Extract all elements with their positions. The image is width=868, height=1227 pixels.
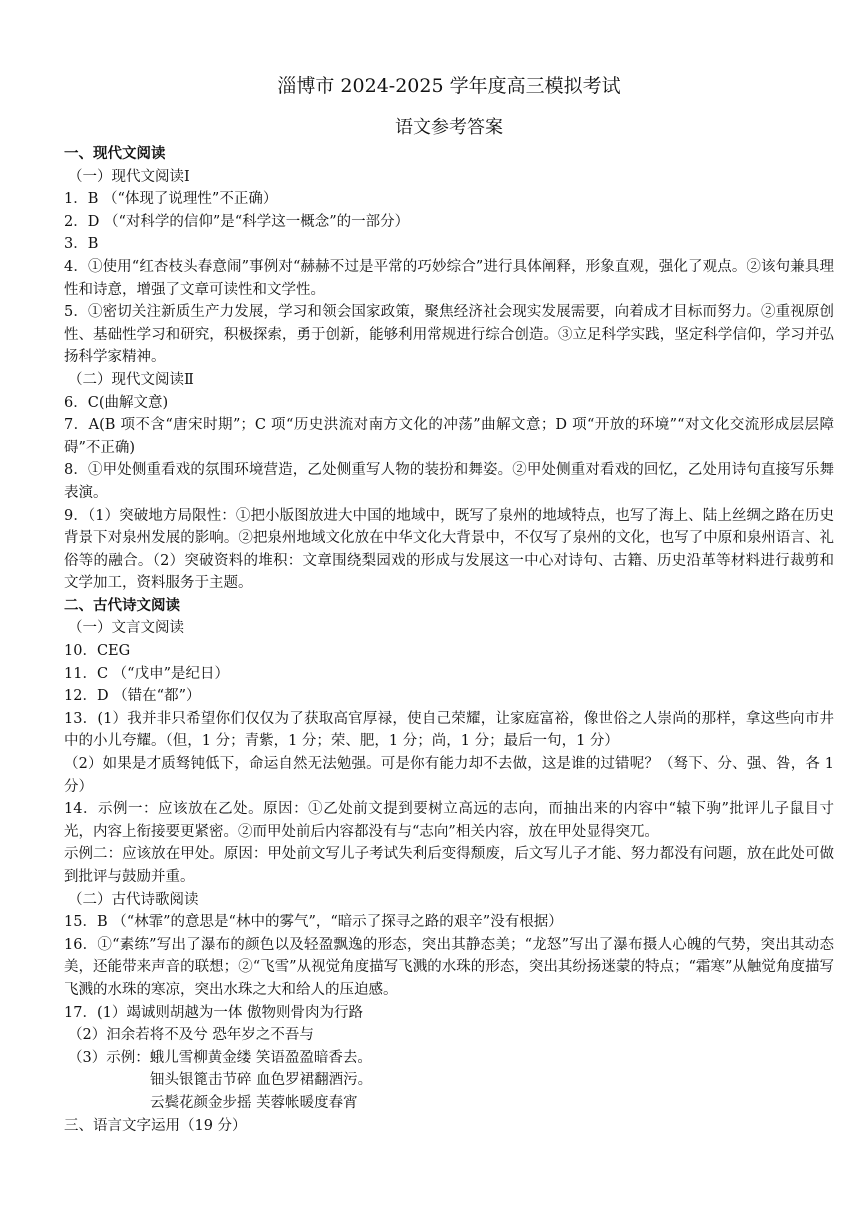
answer-17-part-3-line-2: 钿头银篦击节碎 血色罗裙翻酒污。 (150, 1072, 373, 1089)
answer-9: 9．（1）突破地方局限性：①把小版图放进大中国的地域中，既写了泉州的地域特点，也写了海上、陆上丝绸之路在历史背景下对泉州发展的影响。②把泉州地域文化放在中华文化大背景中，不仅写了泉州的文化，也写了中原和泉州语言、礼俗等的融合。（2）突破资料的堆积：文章围绕梨园戏的形成与发展这一中心对诗句、古籍、历史沿革等材料进行裁剪和文学加工，资料服务于主题。 (64, 507, 834, 592)
section-heading-modern-reading: 一、现代文阅读 (64, 145, 166, 162)
subsection-heading-modern-reading-1: （一）现代文阅读Ⅰ (68, 168, 190, 185)
answer-14-example-2: 示例二：应该放在甲处。原因：甲处前文写儿子考试失利后变得颓废，后文写儿子才能、努力都没有问题，放在此处可做到批评与鼓励并重。 (64, 846, 834, 885)
document-title: 淄博市 2024-2025 学年度高三模拟考试 (277, 75, 621, 97)
subsection-heading-modern-reading-2: （二）现代文阅读Ⅱ (68, 371, 194, 388)
subsection-heading-classical-prose: （一）文言文阅读 (68, 620, 184, 637)
answer-13-part-2: （2）如果是才质驽钝低下，命运自然无法勉强。可是你有能力却不去做，这是谁的过错呢？（驽下、分、强、咎，各 1 分） (64, 756, 834, 795)
answer-3: 3．B (64, 236, 99, 253)
answer-17-part-3-line-1: （3）示例：蛾儿雪柳黄金缕 笑语盈盈暗香去。 (68, 1049, 372, 1066)
answer-17-part-1: 17．(1）竭诚则胡越为一体 傲物则骨肉为行路 (64, 1004, 363, 1021)
answer-11: 11．C （“戊申”是纪日） (64, 665, 229, 682)
answer-4: 4．①使用“红杏枝头春意闹”事例对“赫赫不过是平常的巧妙综合”进行具体阐释，形象直观，强化了观点。②该句兼具理性和诗意，增强了文章可读性和文学性。 (64, 258, 834, 298)
answer-1: 1．B （“体现了说理性”不正确） (64, 191, 278, 208)
section-heading-language-use: 三、语言文字运用（19 分） (64, 1117, 247, 1134)
answer-17-part-2: （2）汩余若将不及兮 恐年岁之不吾与 (68, 1027, 314, 1044)
answer-5: 5．①密切关注新质生产力发展，学习和领会国家政策，聚焦经济社会现实发展需要，向着成才目标而努力。②重视原创性、基础性学习和研究，积极探索，勇于创新，能够利用常规进行综合创造。③立足科学实践，坚定科学信仰，学习并弘扬科学家精神。 (64, 304, 834, 366)
answer-13-part-1: 13．(1）我并非只希望你们仅仅为了获取高官厚禄，使自己荣耀，让家庭富裕，像世俗之人崇尚的那样，拿这些向市井中的小儿夸耀。（但，1 分；青紫，1 分；荣、肥，1 分；尚，1 分；最后一句，1 分） (64, 710, 834, 750)
answer-6: 6．C(曲解文意) (64, 394, 169, 411)
document-subtitle: 语文参考答案 (395, 117, 503, 138)
answer-7: 7．A(B 项不含“唐宋时期”；C 项“历史洪流对南方文化的冲荡”曲解文意；D 项“开放的环境”“对文化交流形成层层障碍”不正确) (64, 417, 834, 456)
answer-8: 8．①甲处侧重看戏的氛围环境营造，乙处侧重写人物的装扮和舞姿。②甲处侧重对看戏的回忆，乙处用诗句直接写乐舞表演。 (64, 462, 834, 501)
answer-17-part-3-line-3: 云鬓花颜金步摇 芙蓉帐暖度春宵 (150, 1094, 358, 1111)
section-heading-classical-reading: 二、古代诗文阅读 (64, 596, 180, 614)
answer-12: 12．D （错在“都”） (64, 688, 201, 705)
answer-2: 2．D （“对科学的信仰”是“科学这一概念”的一部分） (64, 213, 410, 230)
answer-15: 15．B （“林霏”的意思是“林中的雾气”，“暗示了探寻之路的艰辛”没有根据） (64, 914, 563, 931)
answer-16: 16．①“素练”写出了瀑布的颜色以及轻盈飘逸的形态，突出其静态美；“龙怒”写出了瀑布摄人心魄的气势，突出其动态美，还能带来声音的联想；②“飞雪”从视觉角度描写飞溅的水珠的形态，突出其纷扬迷蒙的特点；“霜寒”从触觉角度描写飞溅的水珠的寒凉，突出水珠之大和给人的压迫感。 (64, 936, 834, 998)
answer-14-example-1: 14．示例一：应该放在乙处。原因：①乙处前文提到要树立高远的志向，而抽出来的内容中“辕下驹”批评儿子鼠目寸光，内容上衔接要更紧密。②而甲处前后内容都没有与“志向”相关内容，放在甲处显得突兀。 (64, 801, 834, 840)
subsection-heading-classical-poetry: （二）古代诗歌阅读 (68, 891, 199, 908)
answer-10: 10．CEG (64, 643, 131, 660)
